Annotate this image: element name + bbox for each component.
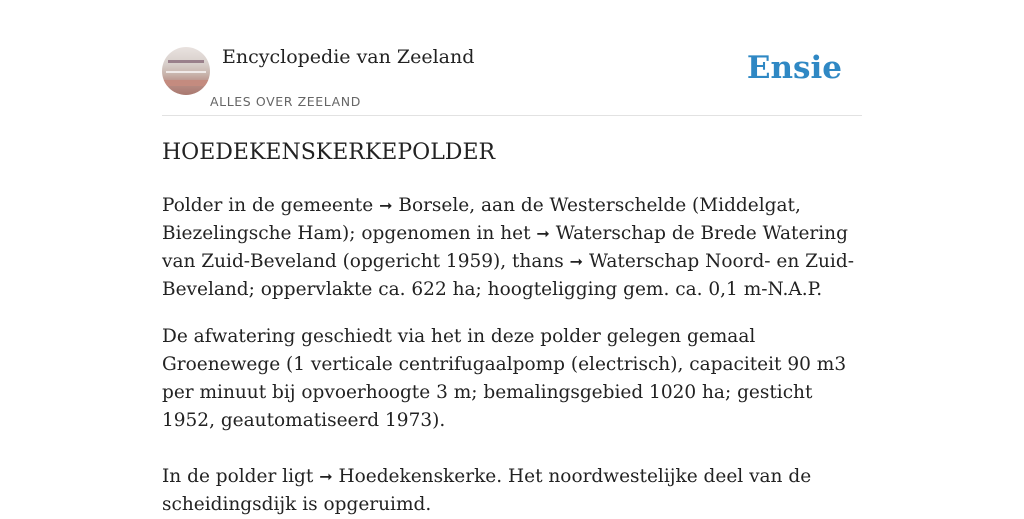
paragraph-text: , aan de Westerschelde (Middelgat, Biezelingsche Ham); opgenomen in het [162, 195, 801, 244]
arrow-icon: ➞ [569, 252, 584, 271]
arrow-icon: ➞ [379, 196, 393, 215]
site-header [162, 44, 862, 116]
entry-paragraph: De afwatering geschiedt via het in deze polder gelegen gemaal Groenewege (1 verticale centrifugaalpomp (electrisch), capaciteit 90 m3 per minuut bij opvoerhoogte 3 m; bemalingsgebied 1020 ha; gesticht 1952, geautomatiseerd 1973). [162, 326, 847, 431]
site-title[interactable]: Encyclopedie van Zeeland [222, 46, 475, 68]
avatar-detail [168, 60, 204, 63]
avatar-detail [162, 80, 210, 86]
link-waterschap-brede-watering[interactable]: Waterschap de Brede Watering van Zuid-Beveland [162, 223, 848, 272]
paragraph-text: Polder in de gemeente [162, 195, 380, 216]
entry-paragraph [162, 192, 862, 304]
avatar-detail [166, 71, 206, 73]
arrow-icon: ➞ [319, 467, 333, 486]
paragraph-text: . Het noordwestelijke deel van de scheidingsdijk is opgeruimd. [162, 466, 812, 515]
arrow-icon: ➞ [536, 224, 550, 243]
link-borsele[interactable]: Borsele [398, 195, 470, 216]
site-avatar[interactable] [162, 47, 210, 95]
link-hoedekenskerke[interactable]: Hoedekenskerke [338, 466, 497, 487]
link-waterschap-noord-zuid-beveland[interactable]: Waterschap Noord- en Zuid-Beveland [162, 251, 854, 300]
brand-logo[interactable]: Ensie [746, 50, 842, 86]
header-divider [162, 115, 862, 116]
entry-paragraph [162, 463, 862, 519]
paragraph-text: In de polder ligt [162, 466, 320, 487]
site-tagline: ALLES OVER ZEELAND [210, 94, 361, 109]
entry-title: HOEDEKENSKERKEPOLDER [162, 140, 496, 165]
paragraph-text: ; oppervlakte ca. 622 ha; hoogteligging gem. ca. 0,1 m-N.A.P. [248, 279, 823, 300]
paragraph-text: (opgericht 1959), thans [336, 251, 570, 272]
